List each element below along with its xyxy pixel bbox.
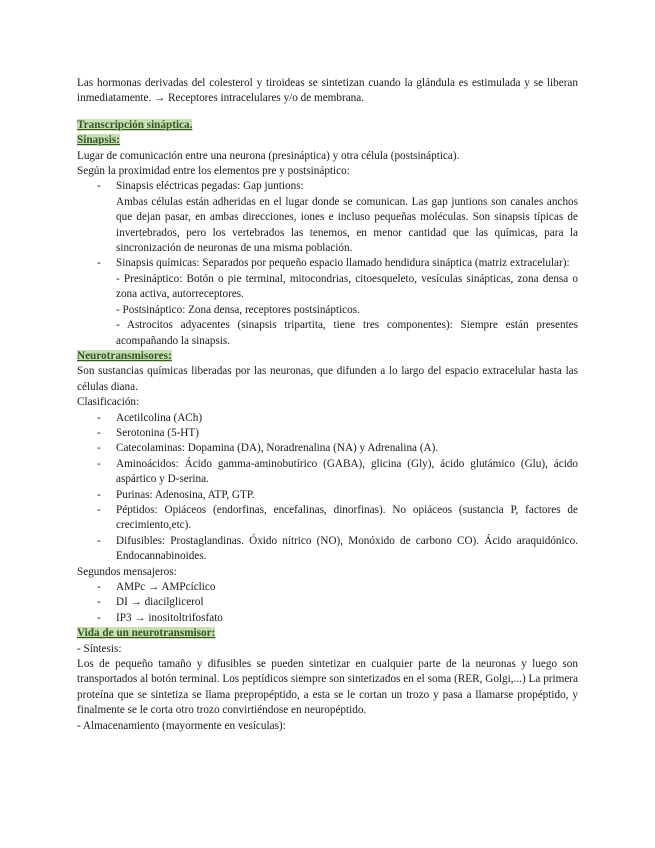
electrical-synapse-title: Sinapsis eléctricas pegadas: Gap juntions: — [116, 180, 304, 193]
list-item: - Péptidos: Opiáceos (endorfinas, encefalinas, dinorfinas). No opiáceos (sustancia P, factores de crecimiento,etc). — [97, 503, 578, 532]
list-item: - IP3 → inositoltrifosfato — [97, 611, 223, 624]
intro-paragraph: Las hormonas derivadas del colesterol y tiroideas se sintetizan cuando la glándula es estimulada y se liberan inmediatamente. → Receptores intracelulares y/o de membrana. — [77, 77, 578, 105]
list-item: - Aminoácidos: Ácido gamma-aminobutírico (GABA), glicina (Gly), ácido glutámico (Glu), ácido aspártico y D-serina. — [97, 457, 578, 486]
neurotransmisores-list — [77, 411, 578, 565]
list-item: - DI → diacilglicerol — [97, 596, 204, 609]
vida-neurotransmisor-heading: Vida de un neurotransmisor: — [77, 627, 216, 640]
list-item: - Purinas: Adenosina, ATP, GTP. — [97, 488, 255, 501]
section-title-transcripcion: Transcripción sináptica. — [77, 118, 193, 131]
sintesis-label: - Síntesis: — [77, 642, 122, 655]
list-item: - AMPc → AMPcíclico — [97, 581, 216, 593]
list-item: - Sinapsis eléctricas pegadas: Gap juntions: Ambas células están adheridas en el lugar donde se comunican. Las gap juntions son canales anchos que dejan pasar, en ambas direcciones, iones e incluso pequeñas moléculas. Son sinapsis típicas de invertebrados, pero los vertebrados las tenemos, en menor cantidad que las químicas, para la sincronización de neuronas de una misma población. — [77, 179, 578, 256]
sinapsis-heading: Sinapsis: — [77, 134, 120, 147]
list-item: - Acetilcolina (ACh) — [97, 411, 203, 424]
almacenamiento-label: - Almacenamiento (mayormente en vesículas): — [77, 719, 286, 732]
neurotransmisores-heading: Neurotransmisores: — [77, 349, 172, 362]
sinapsis-definition: Lugar de comunicación entre una neurona (presináptica) y otra célula (postsináptica). — [77, 149, 460, 162]
sintesis-body: Los de pequeño tamaño y difusibles se pueden sintetizar en cualquier parte de la neuronas y luego son transportados al botón terminal. Los peptídicos siempre son sintetizados en el soma (RER, Golgi,...) La primera proteína que se sintetiza se llama prepropéptido, a esta se le cortan un trozo y pasa a llamarse propéptido, y finalmente se le corta otro trozo convirtiéndose en neuropéptido. — [77, 658, 578, 717]
list-item: - Serotonina (5-HT) — [97, 426, 199, 439]
chemical-astrocytes: - Astrocitos adyacentes (sinapsis tripartita, tiene tres componentes): Siempre están presentes acompañando la sinapsis. — [116, 319, 578, 347]
electrical-synapse-body: Ambas células están adheridas en el lugar donde se comunican. Las gap juntions son canales anchos que dejan pasar, en ambas direcciones, iones e incluso pequeñas moléculas. Son sinapsis típicas de invertebrados, pero los vertebrados las tenemos, en menor cantidad que las químicas, para la sincronización de neuronas de una misma población. — [116, 195, 578, 255]
document-content — [77, 76, 578, 734]
neurotransmisores-definition: Son sustancias químicas liberadas por las neuronas, que difunden a lo largo del espacio extracelular hasta las células diana. — [77, 365, 578, 393]
list-item: - Difusibles: Prostaglandinas. Óxido nítrico (NO), Monóxido de carbono CO). Ácido araquidónico. Endocannabinoides. — [97, 534, 578, 563]
list-item: - Sinapsis químicas: Separados por pequeño espacio llamado hendidura sináptica (matriz extracelular): - Presináptico: Botón o pie terminal, mitocondrias, citoesqueleto, vesículas sinápticas, zona densa o zona activa, autorreceptores. - Postsináptico: Zona densa, receptores postsinápticos. - Astrocitos adyacentes (sinapsis tripartita, tiene tres componentes): Siempre están presentes acompañando la sinapsis. — [77, 256, 578, 348]
segundos-mensajeros-list — [77, 580, 578, 626]
chemical-synapse-title: Sinapsis químicas: Separados por pequeño espacio llamado hendidura sináptica (matriz extracelular): — [116, 257, 570, 270]
list-item: - Catecolaminas: Dopamina (DA), Noradrenalina (NA) y Adrenalina (A). — [97, 442, 439, 455]
sinapsis-list — [77, 179, 578, 348]
sinapsis-classification: Según la proximidad entre los elementos pre y postsináptico: — [77, 165, 350, 178]
chemical-postsynaptic: - Postsináptico: Zona densa, receptores postsinápticos. — [116, 303, 360, 316]
chemical-presynaptic: - Presináptico: Botón o pie terminal, mitocondrias, citoesqueleto, vesículas sinápticas, zona densa o zona activa, autorreceptores. — [116, 272, 578, 301]
clasificacion-label: Clasificación: — [77, 396, 140, 409]
segundos-mensajeros-label: Segundos mensajeros: — [77, 565, 177, 578]
